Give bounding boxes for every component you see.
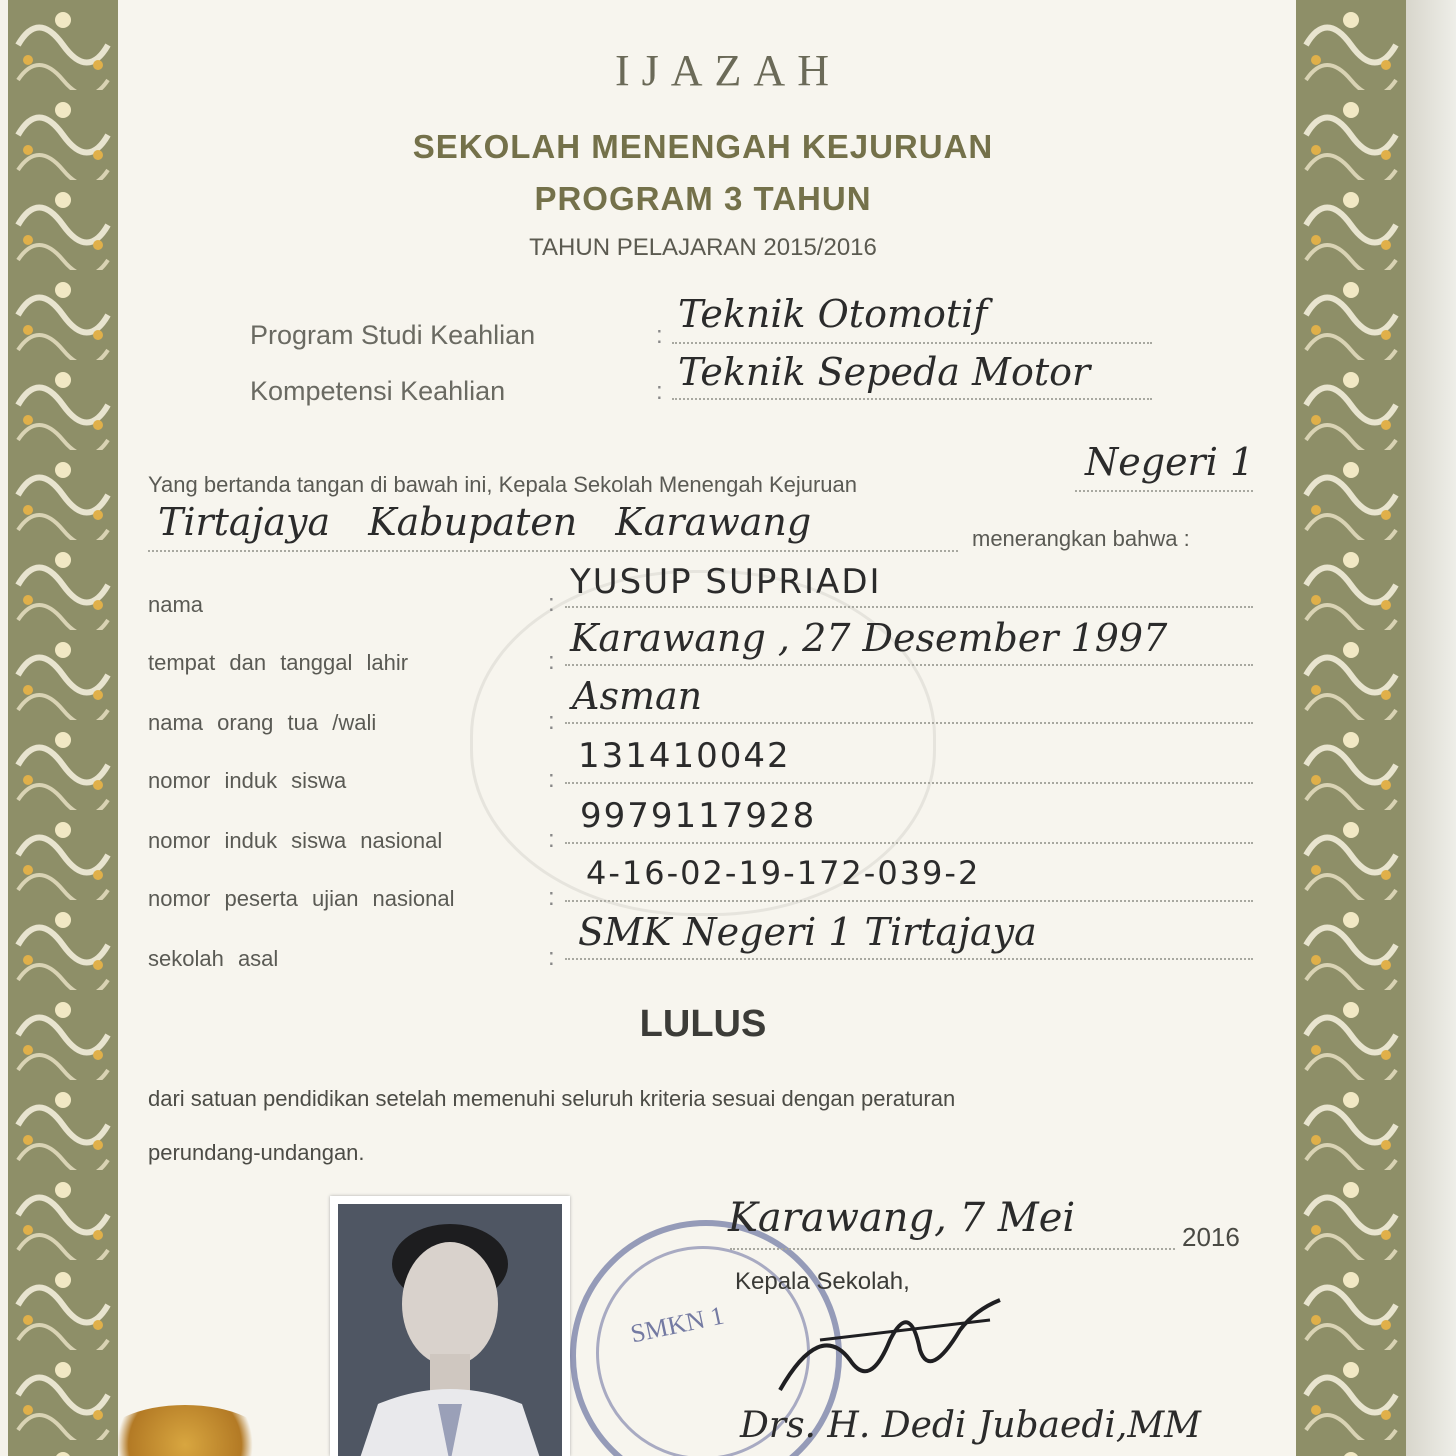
student-id-value: 131410042 xyxy=(578,736,791,776)
school-name-part2: Tirtajaya Kabupaten Karawang xyxy=(158,500,812,544)
dotted-line xyxy=(672,398,1152,400)
dotted-line xyxy=(565,722,1253,724)
sign-year: 2016 xyxy=(1182,1222,1240,1252)
parent-label: nama orang tua /wali xyxy=(148,710,377,735)
colon: : xyxy=(548,826,555,853)
dotted-line xyxy=(565,606,1253,608)
dotted-line xyxy=(565,664,1253,666)
student-name: YUSUP SUPRIADI xyxy=(570,562,882,602)
dotted-line xyxy=(1075,490,1253,492)
birth-label: tempat dan tanggal lahir xyxy=(148,650,409,675)
colon: : xyxy=(548,648,555,675)
colon: : xyxy=(656,378,663,405)
school-name-part1: Negeri 1 xyxy=(1085,440,1255,484)
national-id-label: nomor induk siswa nasional xyxy=(148,828,443,853)
document-title: IJAZAH xyxy=(615,46,841,95)
dotted-line xyxy=(565,958,1253,960)
parent-value: Asman xyxy=(572,674,703,718)
program-heading: PROGRAM 3 TAHUN xyxy=(534,180,872,217)
origin-school-value: SMK Negeri 1 Tirtajaya xyxy=(578,910,1037,954)
dotted-line xyxy=(672,342,1152,344)
dotted-line xyxy=(730,1248,1175,1250)
result-status: LULUS xyxy=(639,1003,767,1045)
dotted-line xyxy=(148,550,958,552)
colon: : xyxy=(548,766,555,793)
right-ornamental-border xyxy=(1296,0,1406,1456)
intro-text: Yang bertanda tangan di bawah ini, Kepala Sekolah Menengah Kejuruan xyxy=(148,472,858,497)
place-date: Karawang, 7 Mei xyxy=(728,1195,1076,1241)
student-photo-frame xyxy=(330,1196,570,1456)
colon: : xyxy=(548,944,555,971)
page-edge xyxy=(1406,0,1456,1456)
name-label: nama xyxy=(148,592,204,617)
colon: : xyxy=(548,884,555,911)
dotted-line xyxy=(565,842,1253,844)
competency-value: Teknik Sepeda Motor xyxy=(678,350,1091,394)
colon: : xyxy=(548,708,555,735)
headmaster-name: Drs. H. Dedi Jubaedi,MM xyxy=(740,1405,1202,1446)
school-type-heading: SEKOLAH MENENGAH KEJURUAN xyxy=(412,128,994,165)
program-value: Teknik Otomotif xyxy=(678,292,988,336)
academic-year: TAHUN PELAJARAN 2015/2016 xyxy=(529,234,877,261)
competency-label: Kompetensi Keahlian xyxy=(250,376,506,406)
colon: : xyxy=(548,590,555,617)
program-label: Program Studi Keahlian xyxy=(250,320,536,350)
states-text: menerangkan bahwa : xyxy=(972,526,1190,551)
national-id-value: 9979117928 xyxy=(580,796,817,836)
exam-number-value: 4-16-02-19-172-039-2 xyxy=(586,854,981,892)
colon: : xyxy=(656,322,663,349)
exam-number-label: nomor peserta ujian nasional xyxy=(148,886,455,911)
student-id-label: nomor induk siswa xyxy=(148,768,347,793)
result-text-line1: dari satuan pendidikan setelah memenuhi seluruh kriteria sesuai dengan peraturan xyxy=(148,1086,956,1111)
dotted-line xyxy=(565,782,1253,784)
origin-school-label: sekolah asal xyxy=(148,946,279,971)
stamp-text: SMKN 1 xyxy=(627,1300,727,1349)
birth-value: Karawang , 27 Desember 1997 xyxy=(570,616,1168,660)
student-photo xyxy=(338,1204,562,1456)
headmaster-signature xyxy=(760,1280,1020,1420)
left-ornamental-border xyxy=(8,0,118,1456)
dotted-line xyxy=(565,900,1253,902)
headmaster-label: Kepala Sekolah, xyxy=(735,1268,910,1295)
result-text-line2: perundang-undangan. xyxy=(148,1140,365,1165)
